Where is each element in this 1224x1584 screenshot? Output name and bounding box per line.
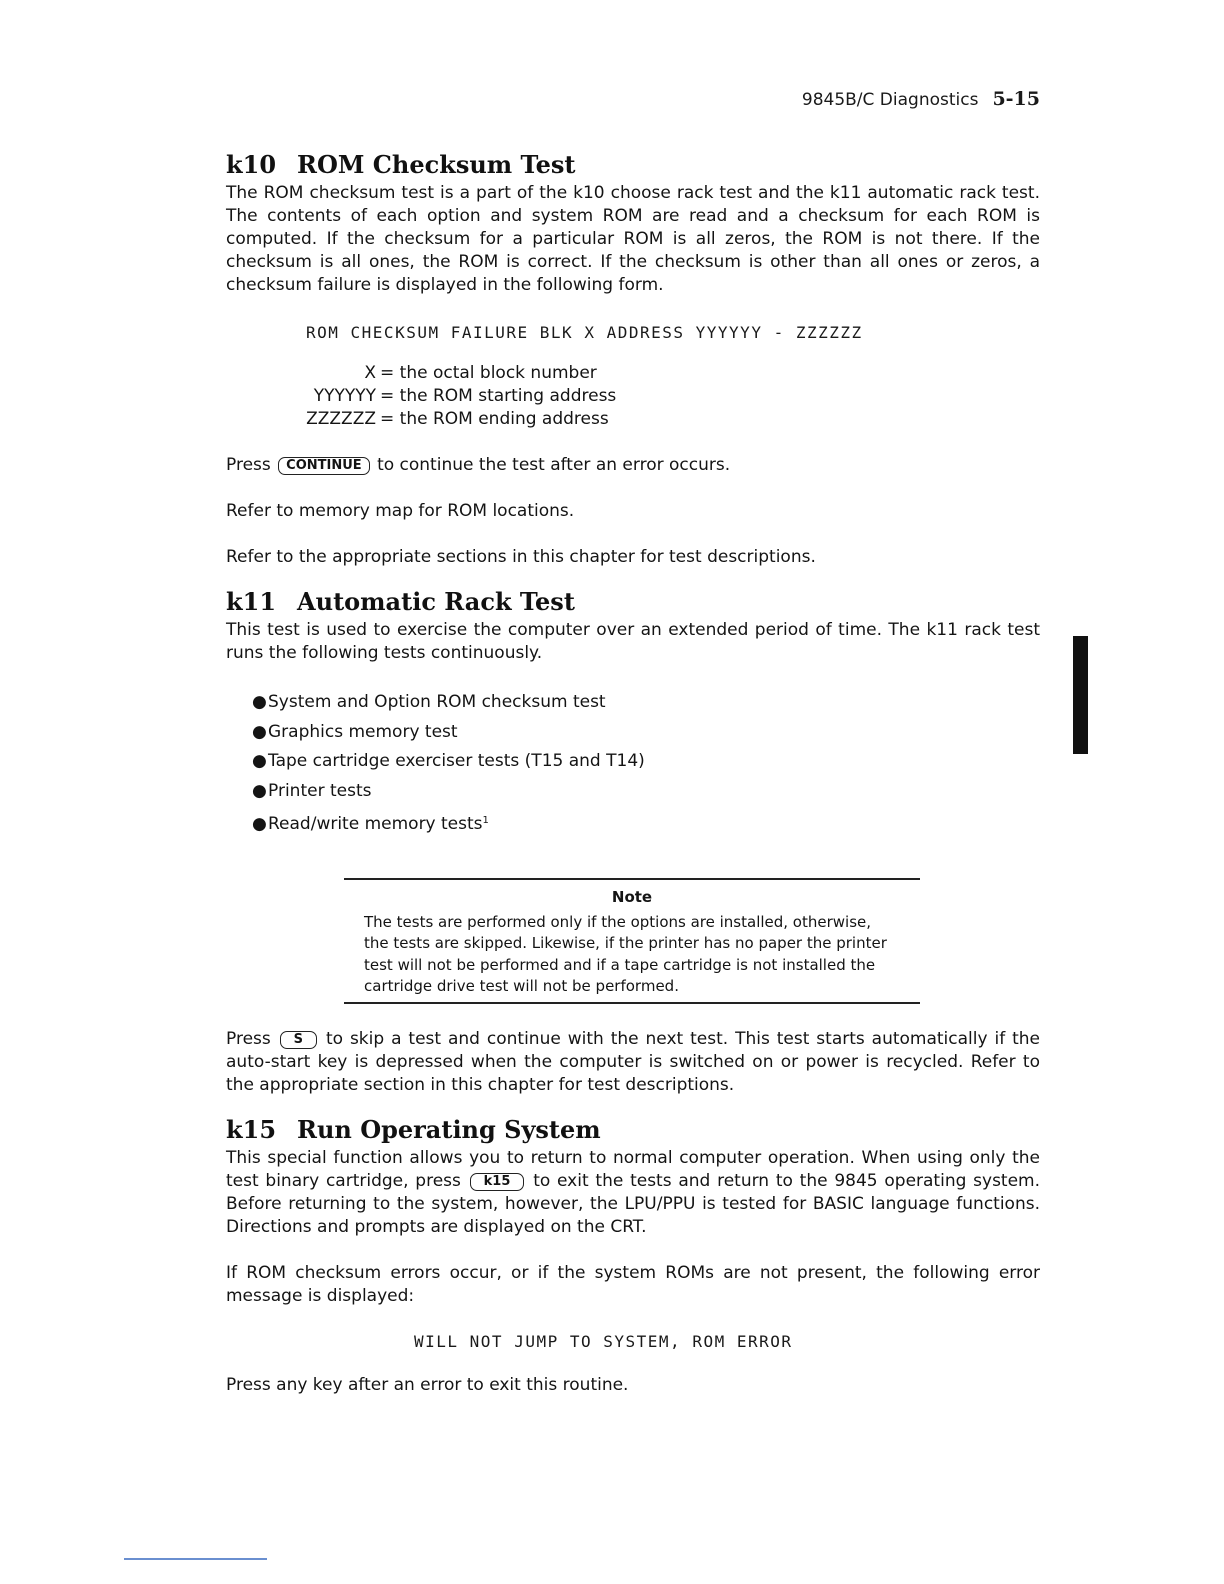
system-error-message: WILL NOT JUMP TO SYSTEM, ROM ERROR <box>414 1331 793 1351</box>
note-body: The tests are performed only if the options are installed, otherwise, the tests are skipped. Likewise, if the printer has no paper the printer test will not be performed and if a tape cartridge is not installed the cartridge drive test will not be performed. <box>364 912 887 995</box>
refer-memory-map: Refer to memory map for ROM locations. <box>226 501 575 521</box>
k11-intro: This test is used to exercise the computer over an extended period of time. The k11 rack test runs the following tests continuously. <box>226 620 1040 663</box>
list-item <box>252 777 1040 807</box>
list-item <box>252 747 1040 777</box>
header-title: 9845B/C Diagnostics <box>801 90 979 110</box>
definition-term: X <box>364 363 376 383</box>
k10-intro: The ROM checksum test is a part of the k10 choose rack test and the k11 automatic rack test. The contents of each option and system ROM are read and a checksum for each ROM is computed. If the checksum for a particular ROM is all zeros, the ROM is not there. If the checksum is all ones, the ROM is correct. If the checksum is other than all ones or zeros, a checksum failure is displayed in the following form. <box>226 183 1040 295</box>
page-header <box>802 88 1040 110</box>
s-key-icon: S <box>280 1031 317 1049</box>
footnote-marker: 1 <box>482 815 489 826</box>
exit-instruction: Press any key after an error to exit this routine. <box>226 1374 629 1395</box>
section-heading-k15 <box>226 1115 1040 1144</box>
skip-instruction <box>226 1028 1040 1097</box>
list-item-text: Tape cartridge exerciser tests (T15 and T14) <box>268 751 645 771</box>
refer-sections: Refer to the appropriate sections in this chapter for test descriptions. <box>226 547 816 567</box>
definition-desc: = the octal block number <box>380 363 597 383</box>
test-list <box>252 688 1040 840</box>
k15-key-icon: k15 <box>470 1173 525 1191</box>
list-item-text: Printer tests <box>268 780 372 801</box>
skip-instruction-text: to skip a test and continue with the next test. This test starts automatically if the auto-start key is depressed when the computer is switched on or power is recycled. Refer to the appropriate section in this chapter for test descriptions. <box>226 1028 1040 1095</box>
definition-term: YYYYYY <box>313 386 376 406</box>
section-title: Automatic Rack Test <box>297 587 575 616</box>
continue-key-icon: CONTINUE <box>278 457 370 475</box>
list-item <box>252 718 1040 748</box>
bullet-icon: ● <box>252 780 267 801</box>
page-content <box>226 150 1040 1397</box>
definition-row <box>226 408 1040 431</box>
definition-list <box>226 362 1040 431</box>
bullet-icon: ● <box>252 692 267 712</box>
section-heading-k11 <box>226 587 1040 616</box>
section-k15 <box>226 1115 1040 1397</box>
press-text: Press <box>226 1028 271 1049</box>
definition-row <box>226 385 1040 408</box>
list-item-text: System and Option ROM checksum test <box>268 692 606 712</box>
list-item <box>252 806 1040 840</box>
section-number: k15 <box>226 1114 277 1144</box>
list-item-text: Read/write memory tests <box>268 814 483 834</box>
definition-row <box>226 362 1040 385</box>
definition-term: ZZZZZZ <box>306 409 376 429</box>
definition-desc: = the ROM ending address <box>380 409 609 429</box>
k15-intro-text: This special function allows you to return to normal computer operation. When using only the test binary cartridge, press <box>226 1147 1040 1191</box>
press-text: Press <box>226 455 271 475</box>
change-bar <box>1073 636 1088 754</box>
section-k10 <box>226 150 1040 569</box>
footnote-rule <box>124 1558 267 1560</box>
continue-instruction-text: to continue the test after an error occurs. <box>377 455 731 475</box>
page-number: 5-15 <box>992 88 1040 110</box>
bullet-icon: ● <box>252 751 267 771</box>
note-box <box>344 878 920 1004</box>
rom-error-intro: If ROM checksum errors occur, or if the system ROMs are not present, the following error message is displayed: <box>226 1262 1040 1306</box>
continue-instruction <box>226 454 1040 477</box>
list-item-text: Graphics memory test <box>268 721 458 742</box>
k15-intro <box>226 1147 1040 1239</box>
bullet-icon: ● <box>252 721 267 742</box>
checksum-failure-message: ROM CHECKSUM FAILURE BLK X ADDRESS YYYYYY - ZZZZZZ <box>306 323 863 342</box>
k15-intro-text-cont: to exit the tests and return to the 9845 operating system. Before returning to the system, however, the LPU/PPU is tested for BASIC language functions. Directions and prompts are displayed on the CRT. <box>226 1170 1041 1237</box>
section-k11 <box>226 587 1040 1097</box>
section-title: Run Operating System <box>297 1114 601 1144</box>
section-title: ROM Checksum Test <box>297 150 576 179</box>
definition-desc: = the ROM starting address <box>380 386 617 406</box>
note-title: Note <box>611 887 653 906</box>
section-number: k10 <box>226 150 277 179</box>
section-number: k11 <box>226 587 277 616</box>
list-item <box>252 688 1040 718</box>
section-heading-k10 <box>226 150 1040 179</box>
bullet-icon: ● <box>252 814 267 834</box>
